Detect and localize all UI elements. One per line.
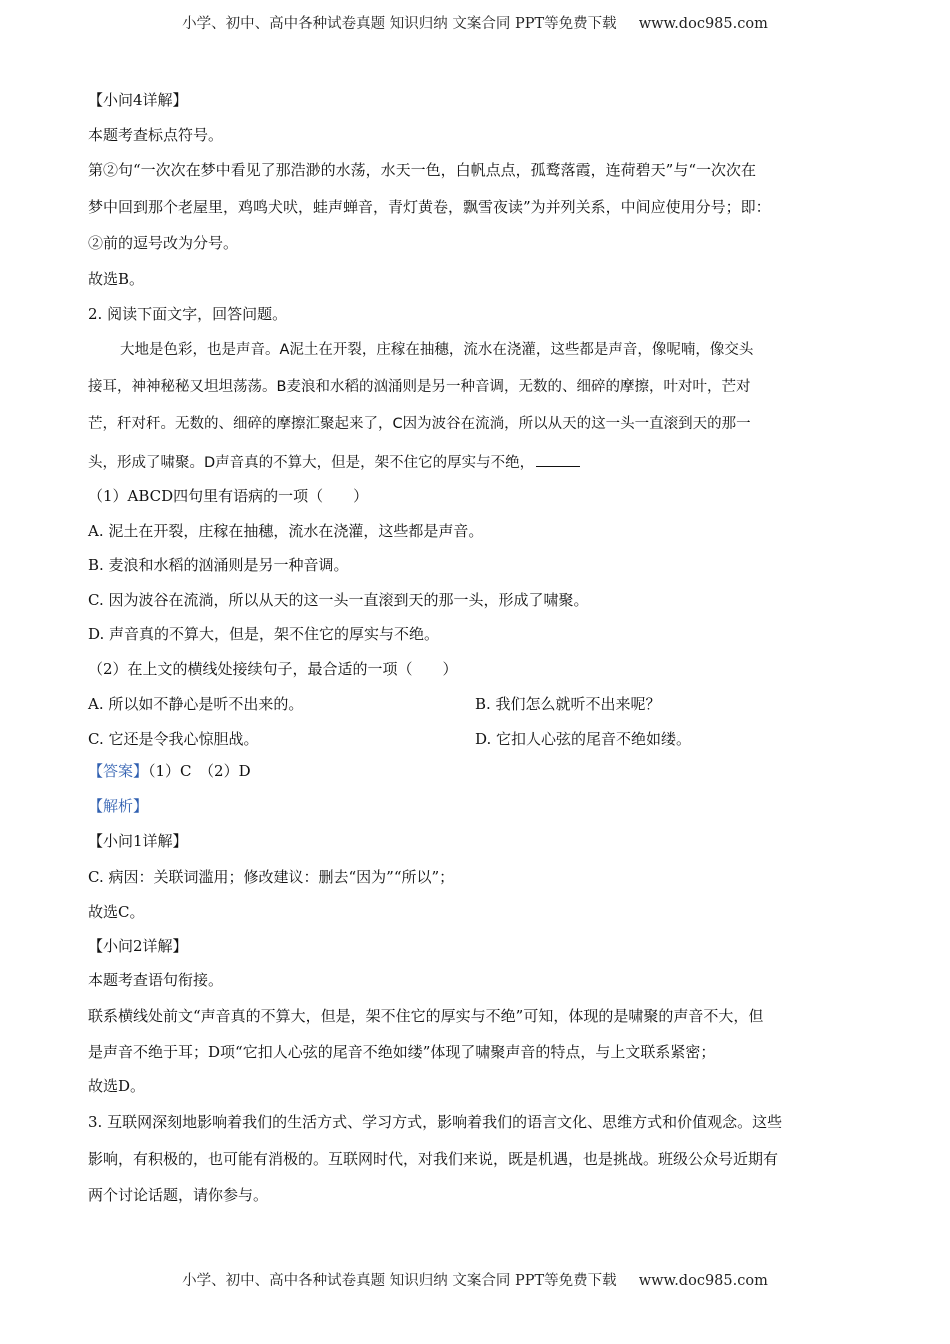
d2-heading: 【小问2详解】 (88, 937, 188, 955)
passage-line-1: 大地是色彩，也是声音。A泥土在开裂，庄稼在抽穗，流水在浇灌，这些都是声音，像呢喃，像交头 (120, 342, 754, 358)
passage-line-2: 接耳，神神秘秘又坦坦荡荡。B麦浪和水稻的汹涌则是另一种音调，无数的、细碎的摩擦，叶对叶，芒对 (88, 379, 751, 395)
q2-title: 2. 阅读下面文字，回答问题。 (88, 305, 288, 323)
d2-line-1: 本题考查语句衔接。 (88, 971, 224, 989)
passage-line-4-text: 头，形成了啸聚。D声音真的不算大，但是，架不住它的厚实与不绝， (88, 455, 535, 471)
page-footer (0, 1269, 950, 1290)
q4-heading: 【小问4详解】 (88, 91, 188, 109)
answer-label: 【答案】 (88, 762, 149, 780)
passage-line-4 (88, 452, 580, 474)
option-2a: A. 所以如不静心是听不出来的。 (88, 695, 304, 713)
sub-question-2: （2）在上文的横线处接续句子，最合适的一项（ ） (88, 660, 458, 678)
option-1c: C. 因为波谷在流淌，所以从天的这一头一直滚到天的那一头，形成了啸聚。 (88, 591, 589, 609)
d2-line-2: 联系横线处前文“声音真的不算大，但是，架不住它的厚实与不绝”可知，体现的是啸聚的声音不大，但 (88, 1007, 764, 1025)
answer-value: （1）C （2）D (148, 762, 251, 780)
sub-question-1: （1）ABCD四句里有语病的一项（ ） (88, 487, 369, 505)
footer-text: 小学、初中、高中各种试卷真题 知识归纳 文案合同 PPT等免费下载 (182, 1273, 617, 1289)
analysis-label: 【解析】 (88, 797, 149, 815)
footer-url[interactable]: www.doc985.com (638, 1273, 768, 1289)
q4-line-2: 第②句“一次次在梦中看见了那浩渺的水荡，水天一色，白帆点点，孤鹜落霞，连荷碧天”与“一次次在 (88, 161, 757, 179)
option-2d: D. 它扣人心弦的尾音不绝如缕。 (475, 730, 692, 748)
q4-line-1: 本题考查标点符号。 (88, 126, 224, 144)
header-url[interactable]: www.doc985.com (638, 16, 768, 32)
d2-line-3: 是声音不绝于耳；D项“它扣人心弦的尾音不绝如缕”体现了啸聚声音的特点，与上文联系紧密； (88, 1043, 716, 1061)
q4-line-3: 梦中回到那个老屋里，鸡鸣犬吠，蛙声蝉音，青灯黄卷，飘雪夜读”为并列关系，中间应使用分号；即： (88, 198, 771, 216)
option-2b: B. 我们怎么就听不出来呢？ (475, 695, 661, 713)
q3-line-2: 影响，有积极的，也可能有消极的。互联网时代，对我们来说，既是机遇，也是挑战。班级公众号近期有 (88, 1150, 779, 1168)
option-1b: B. 麦浪和水稻的汹涌则是另一种音调。 (88, 556, 349, 574)
d1-line-2: 故选C。 (88, 903, 145, 921)
passage-line-3: 芒，秆对秆。无数的、细碎的摩擦汇聚起来了，C因为波谷在流淌，所以从天的这一头一直滚到天的那一 (88, 416, 751, 432)
answer-line (88, 760, 251, 782)
d2-line-4: 故选D。 (88, 1077, 146, 1095)
q4-line-4: ②前的逗号改为分号。 (88, 234, 239, 252)
answer-blank (536, 452, 580, 467)
option-1d: D. 声音真的不算大，但是，架不住它的厚实与不绝。 (88, 625, 440, 643)
q3-line-3: 两个讨论话题，请你参与。 (88, 1186, 269, 1204)
header-text: 小学、初中、高中各种试卷真题 知识归纳 文案合同 PPT等免费下载 (182, 16, 617, 32)
page-header (0, 12, 950, 33)
d1-line-1: C. 病因：关联词滥用；修改建议：删去“因为”“所以”； (88, 868, 455, 886)
d1-heading: 【小问1详解】 (88, 832, 188, 850)
q3-line-1: 3. 互联网深刻地影响着我们的生活方式、学习方式，影响着我们的语言文化、思维方式和价值观念。这些 (88, 1113, 783, 1131)
option-1a: A. 泥土在开裂，庄稼在抽穗，流水在浇灌，这些都是声音。 (88, 522, 484, 540)
option-2c: C. 它还是令我心惊胆战。 (88, 730, 259, 748)
q4-line-5: 故选B。 (88, 270, 145, 288)
